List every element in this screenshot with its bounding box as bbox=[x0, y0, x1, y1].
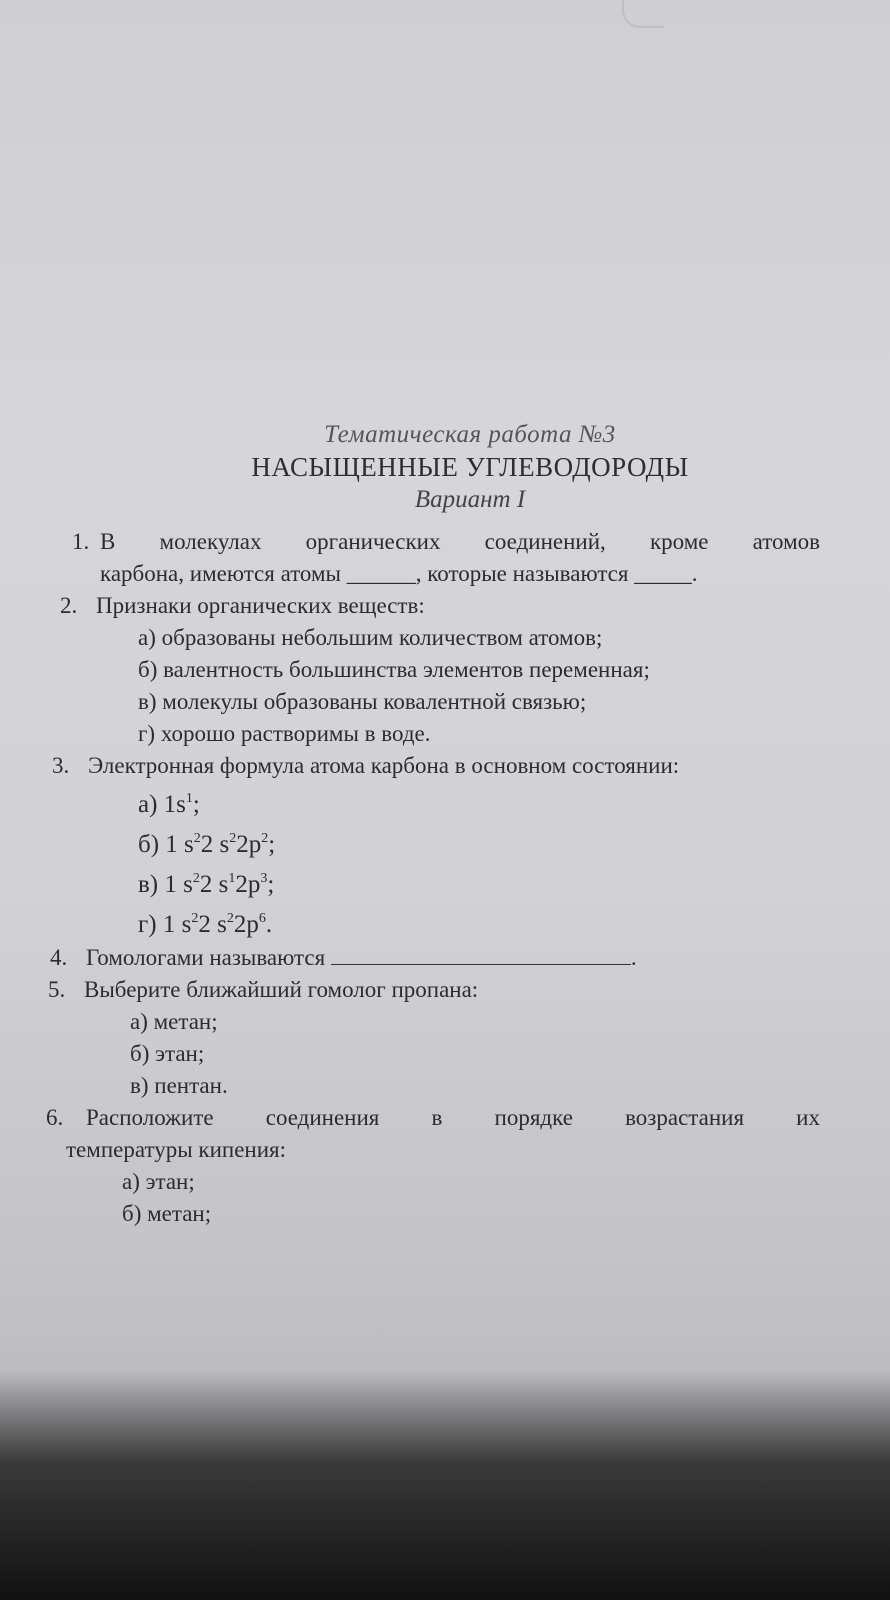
formula-part: 1 s bbox=[162, 911, 192, 938]
option-label: г) bbox=[138, 911, 163, 938]
answer-options bbox=[60, 1166, 820, 1230]
worksheet-header bbox=[150, 420, 790, 516]
answer-option: г) хорошо растворимы в воде. bbox=[138, 721, 431, 746]
question-text: Выберите ближайший гомолог пропана: bbox=[84, 977, 479, 1002]
question-list bbox=[46, 526, 820, 1230]
formula-part: 2 s bbox=[199, 871, 229, 898]
formula-part: 1 s bbox=[164, 871, 193, 898]
answer-blank[interactable] bbox=[331, 944, 631, 965]
table-surface bbox=[0, 1370, 890, 1600]
question-5 bbox=[48, 974, 820, 1006]
question-text-line: Расположите соединения в порядке возрастания их bbox=[86, 1105, 820, 1130]
question-text: Гомологами называются bbox=[86, 945, 326, 970]
worksheet-subtitle: Тематическая работа №3 bbox=[324, 421, 616, 448]
worksheet-title: НАСЫЩЕННЫЕ УГЛЕВОДОРОДЫ bbox=[251, 452, 689, 482]
formula-part: . bbox=[265, 911, 273, 938]
formula-part: ; bbox=[267, 871, 275, 898]
option-label: а) bbox=[138, 791, 164, 818]
question-4 bbox=[50, 942, 820, 974]
formula-part: 2p bbox=[236, 831, 262, 858]
question-number: 4. bbox=[50, 945, 68, 970]
formula-part: ; bbox=[192, 791, 200, 818]
answer-option bbox=[138, 822, 820, 862]
question-text: Электронная формула атома карбона в основном состоянии: bbox=[88, 753, 680, 778]
answer-options bbox=[60, 782, 820, 942]
formula-part: 1s bbox=[163, 791, 186, 818]
pencil-mark bbox=[622, 0, 664, 28]
formula-superscript: 2 bbox=[191, 911, 199, 926]
formula-superscript: 2 bbox=[192, 871, 200, 886]
answer-option bbox=[138, 902, 820, 942]
answer-option: а) образованы небольшим количеством атомов; bbox=[138, 625, 603, 650]
question-end: . bbox=[630, 945, 637, 970]
formula-superscript: 2 bbox=[193, 831, 201, 846]
answer-option: в) пентан. bbox=[130, 1073, 228, 1098]
answer-option: а) метан; bbox=[130, 1009, 218, 1034]
formula-superscript: 2 bbox=[229, 831, 237, 846]
answer-options bbox=[60, 622, 820, 750]
formula-superscript: 2 bbox=[226, 911, 234, 926]
question-6 bbox=[46, 1102, 820, 1166]
question-text: Признаки органических веществ: bbox=[96, 593, 425, 618]
question-text-line: В молекулах органических соединений, кроме атомов bbox=[100, 529, 820, 554]
formula-part: 2 s bbox=[200, 831, 230, 858]
answer-option: а) этан; bbox=[122, 1169, 195, 1194]
worksheet-variant: Вариант I bbox=[414, 486, 526, 513]
formula-part: ; bbox=[268, 831, 276, 858]
question-number: 6. bbox=[46, 1105, 64, 1130]
question-number: 1. bbox=[72, 529, 90, 554]
formula-part: 2p bbox=[233, 911, 259, 938]
question-text-line: температуры кипения: bbox=[66, 1137, 286, 1162]
question-2 bbox=[60, 590, 820, 622]
formula-superscript: 1 bbox=[185, 791, 193, 806]
answer-option: б) валентность большинства элементов переменная; bbox=[138, 657, 650, 682]
answer-option: б) метан; bbox=[122, 1201, 212, 1226]
formula-superscript: 2 bbox=[261, 831, 269, 846]
formula-part: 2p bbox=[235, 871, 261, 898]
question-number: 2. bbox=[60, 593, 78, 618]
answer-option bbox=[138, 782, 820, 822]
answer-option bbox=[138, 862, 820, 902]
formula-superscript: 3 bbox=[260, 871, 268, 886]
option-label: б) bbox=[138, 831, 166, 858]
answer-options bbox=[60, 1006, 820, 1102]
question-number: 5. bbox=[48, 977, 66, 1002]
answer-option: в) молекулы образованы ковалентной связью; bbox=[138, 689, 587, 714]
formula-part: 1 s bbox=[165, 831, 194, 858]
question-1 bbox=[60, 526, 820, 590]
answer-option: б) этан; bbox=[130, 1041, 205, 1066]
formula-superscript: 1 bbox=[228, 871, 236, 886]
formula-part: 2 s bbox=[198, 911, 227, 938]
option-label: в) bbox=[138, 871, 165, 898]
question-text-line: карбона, имеются атомы ______, которые называются _____. bbox=[100, 561, 698, 586]
question-number: 3. bbox=[52, 753, 70, 778]
question-3 bbox=[52, 750, 820, 782]
formula-superscript: 6 bbox=[258, 911, 266, 926]
